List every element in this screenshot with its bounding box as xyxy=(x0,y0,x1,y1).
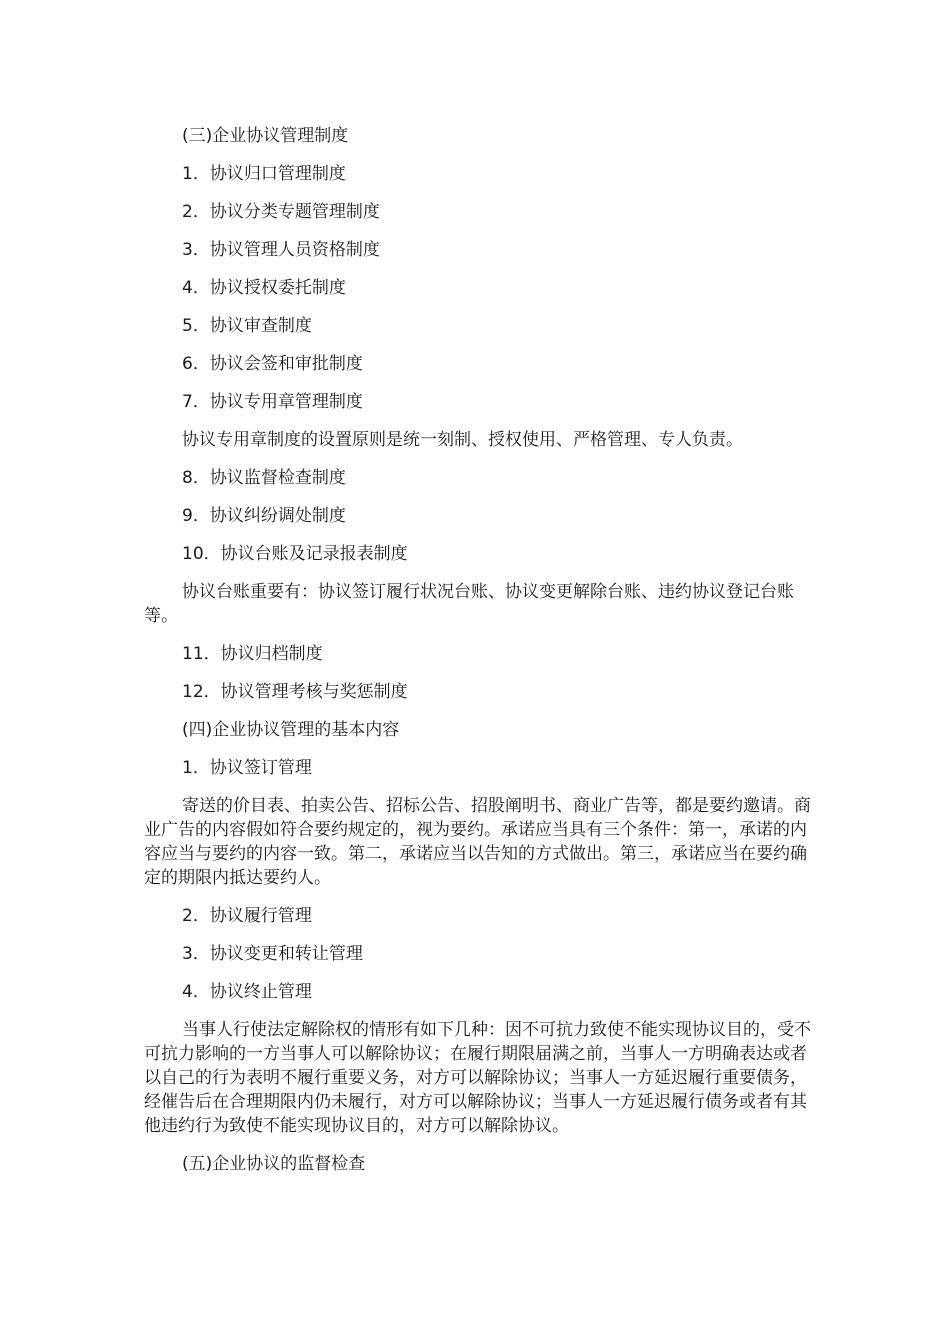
body-paragraph: 寄送的价目表、拍卖公告、招标公告、招股阐明书、商业广告等，都是要约邀请。商业广告的内容假如符合要约规定的，视为要约。承诺应当具有三个条件：第一，承诺的内容应当与要约的内容一致。第二，承诺应当以告知的方式做出。第三，承诺应当在要约确定的期限内抵达要约人。 xyxy=(144,796,811,888)
list-item: 3．协议管理人员资格制度 xyxy=(182,240,380,260)
body-paragraph: 协议专用章制度的设置原则是统一刻制、授权使用、严格管理、专人负责。 xyxy=(182,430,743,450)
document-body xyxy=(144,124,816,1190)
list-item: 4．协议授权委托制度 xyxy=(182,278,346,298)
section-heading-3: (三)企业协议管理制度 xyxy=(182,126,349,146)
list-item: 5．协议审查制度 xyxy=(182,316,312,336)
list-item: 9．协议纠纷调处制度 xyxy=(182,506,346,526)
list-item: 3．协议变更和转让管理 xyxy=(182,944,363,964)
list-item: 11．协议归档制度 xyxy=(182,644,323,664)
list-item: 4．协议终止管理 xyxy=(182,982,312,1002)
body-paragraph: 协议台账重要有：协议签订履行状况台账、协议变更解除台账、违约协议登记台账等。 xyxy=(144,582,794,626)
list-item: 6．协议会签和审批制度 xyxy=(182,354,363,374)
list-item: 2．协议分类专题管理制度 xyxy=(182,202,380,222)
list-item: 7．协议专用章管理制度 xyxy=(182,392,363,412)
list-item: 12．协议管理考核与奖惩制度 xyxy=(182,682,408,702)
list-item: 1．协议归口管理制度 xyxy=(182,164,346,184)
body-paragraph: 当事人行使法定解除权的情形有如下几种：因不可抗力致使不能实现协议目的，受不可抗力影响的一方当事人可以解除协议；在履行期限届满之前，当事人一方明确表达或者以自己的行为表明不履行重要义务，对方可以解除协议；当事人一方延迟履行重要债务，经催告后在合理期限内仍未履行，对方可以解除协议；当事人一方延迟履行债务或者有其他违约行为致使不能实现协议目的，对方可以解除协议。 xyxy=(144,1020,811,1136)
list-item: 2．协议履行管理 xyxy=(182,906,312,926)
section-heading-5: (五)企业协议的监督检查 xyxy=(182,1154,366,1174)
section-heading-4: (四)企业协议管理的基本内容 xyxy=(182,720,400,740)
list-item: 8．协议监督检查制度 xyxy=(182,468,346,488)
list-item: 1．协议签订管理 xyxy=(182,758,312,778)
list-item: 10．协议台账及记录报表制度 xyxy=(182,544,408,564)
